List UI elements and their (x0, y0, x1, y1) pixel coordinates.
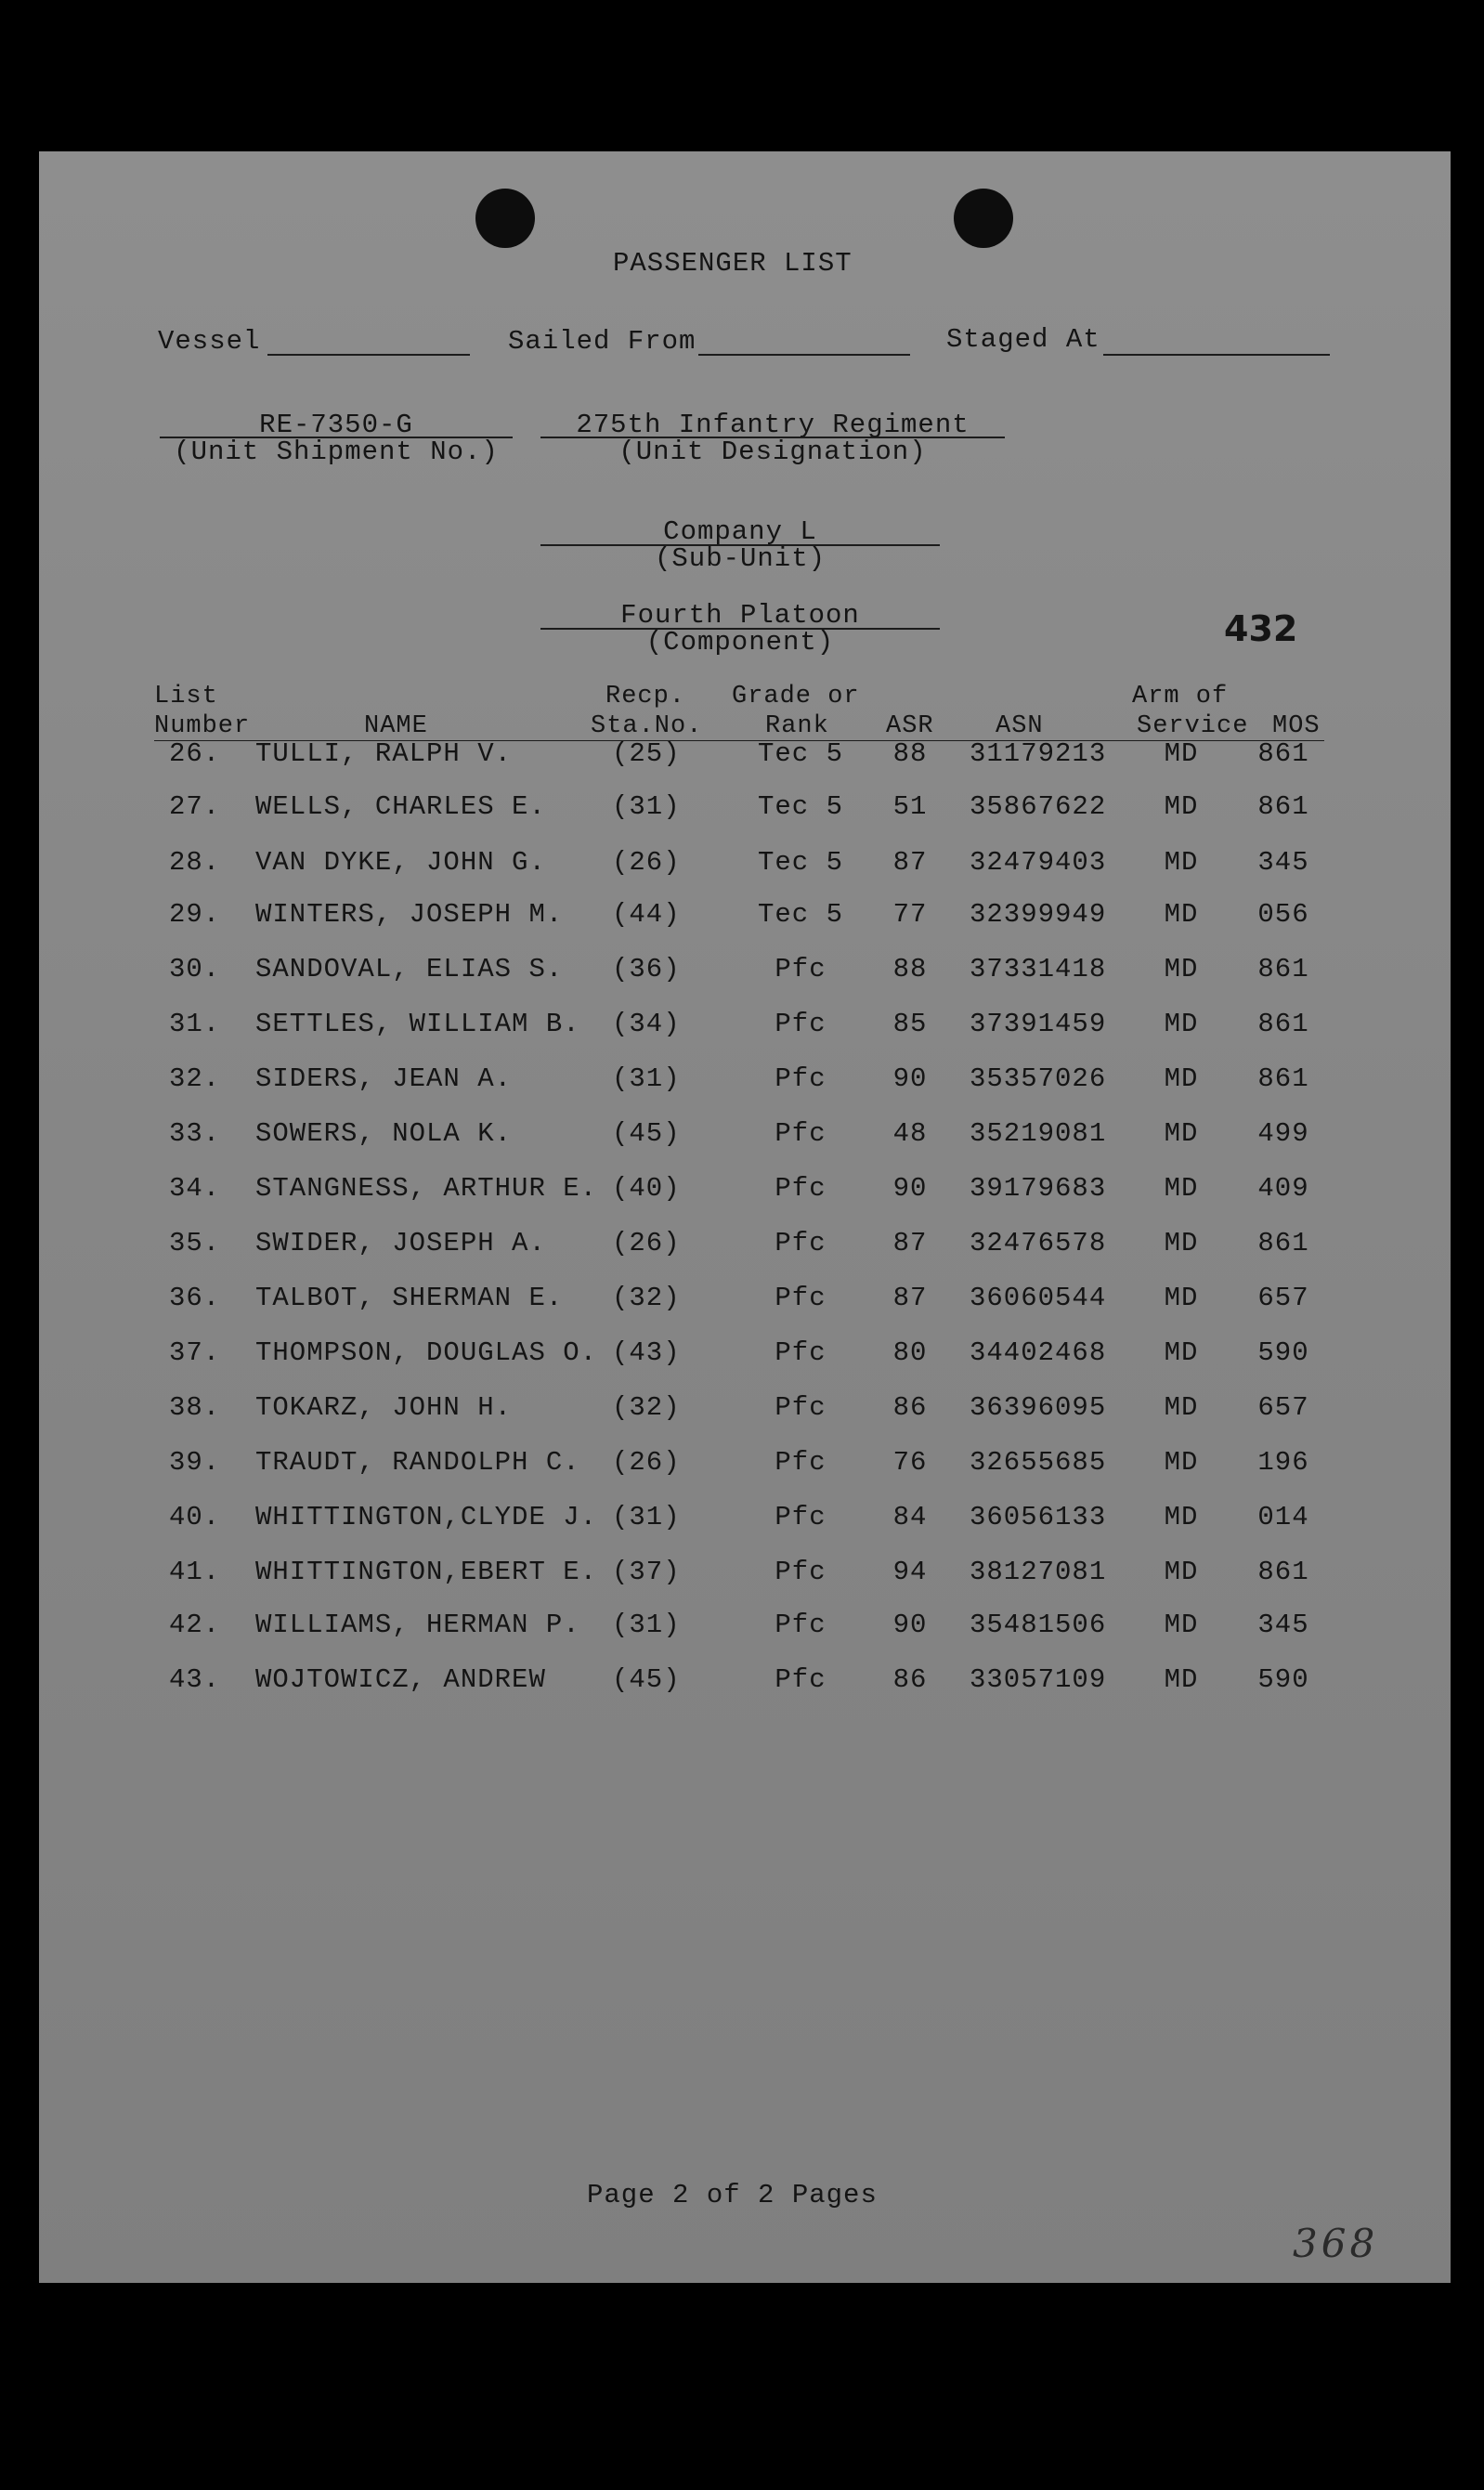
cell-name: WHITTINGTON,CLYDE J. (255, 1502, 598, 1532)
cell-sta: (32) (612, 1392, 681, 1423)
table-row (39, 1664, 1451, 1701)
staged-at-blank-line (1103, 354, 1330, 356)
cell-asr: 76 (892, 1447, 928, 1478)
cell-arm: MD (1164, 1664, 1199, 1695)
cell-asr: 87 (892, 1283, 928, 1313)
cell-name: SANDOVAL, ELIAS S. (255, 954, 564, 984)
staged-at-label: Staged At (946, 324, 1100, 355)
cell-asn: 32479403 (970, 847, 1107, 878)
cell-asn: 35481506 (970, 1610, 1107, 1640)
cell-arm: MD (1164, 1502, 1199, 1532)
sub-unit: Company L (663, 516, 817, 547)
cell-asr: 86 (892, 1664, 928, 1695)
page-footer: Page 2 of 2 Pages (587, 2180, 878, 2210)
col-asr: ASR (886, 712, 934, 740)
cell-name: WILLIAMS, HERMAN P. (255, 1610, 580, 1640)
cell-arm: MD (1164, 1173, 1199, 1204)
col-name: NAME (364, 712, 428, 740)
col-list-bottom: Number (154, 712, 251, 740)
table-row (39, 738, 1451, 776)
cell-mos: 014 (1257, 1502, 1309, 1532)
cell-num: 41. (169, 1557, 221, 1587)
cell-mos: 657 (1257, 1283, 1309, 1313)
cell-arm: MD (1164, 1447, 1199, 1478)
cell-arm: MD (1164, 1228, 1199, 1258)
table-row (39, 1447, 1451, 1484)
cell-name: VAN DYKE, JOHN G. (255, 847, 546, 878)
cell-asn: 35219081 (970, 1118, 1107, 1149)
cell-arm: MD (1164, 1392, 1199, 1423)
cell-name: THOMPSON, DOUGLAS O. (255, 1337, 598, 1368)
cell-mos: 861 (1257, 1557, 1309, 1587)
table-row (39, 1502, 1451, 1539)
cell-arm: MD (1164, 1283, 1199, 1313)
cell-arm: MD (1164, 1063, 1199, 1094)
sailed-from-label: Sailed From (508, 326, 696, 357)
table-row (39, 1173, 1451, 1210)
table-row (39, 847, 1451, 884)
cell-rank: Tec 5 (757, 899, 843, 930)
cell-sta: (32) (612, 1283, 681, 1313)
col-grade-top: Grade or (732, 683, 860, 710)
cell-sta: (31) (612, 1063, 681, 1094)
cell-rank: Pfc (775, 954, 827, 984)
cell-asn: 35867622 (970, 791, 1107, 822)
cell-sta: (31) (612, 791, 681, 822)
cell-asn: 37331418 (970, 954, 1107, 984)
cell-arm: MD (1164, 847, 1199, 878)
cell-rank: Pfc (775, 1557, 827, 1587)
cell-arm: MD (1164, 1337, 1199, 1368)
cell-asr: 86 (892, 1392, 928, 1423)
cell-rank: Tec 5 (757, 847, 843, 878)
form-title: PASSENGER LIST (613, 248, 853, 279)
cell-asr: 90 (892, 1063, 928, 1094)
col-list-top: List (154, 683, 218, 710)
cell-sta: (45) (612, 1664, 681, 1695)
cell-num: 28. (169, 847, 221, 878)
cell-arm: MD (1164, 791, 1199, 822)
cell-mos: 861 (1257, 1063, 1309, 1094)
cell-mos: 409 (1257, 1173, 1309, 1204)
vessel-blank-line (267, 354, 470, 356)
cell-num: 34. (169, 1173, 221, 1204)
cell-asr: 88 (892, 954, 928, 984)
cell-mos: 056 (1257, 899, 1309, 930)
cell-num: 27. (169, 791, 221, 822)
sailed-from-blank-line (698, 354, 910, 356)
unit-designation-caption: (Unit Designation) (618, 437, 927, 467)
cell-name: TOKARZ, JOHN H. (255, 1392, 513, 1423)
cell-rank: Pfc (775, 1118, 827, 1149)
cell-rank: Pfc (775, 1283, 827, 1313)
cell-num: 30. (169, 954, 221, 984)
cell-sta: (44) (612, 899, 681, 930)
cell-arm: MD (1164, 1009, 1199, 1039)
cell-asn: 38127081 (970, 1557, 1107, 1587)
cell-rank: Pfc (775, 1009, 827, 1039)
cell-rank: Pfc (775, 1447, 827, 1478)
cell-asn: 35357026 (970, 1063, 1107, 1094)
cell-mos: 196 (1257, 1447, 1309, 1478)
table-row (39, 1283, 1451, 1320)
cell-mos: 861 (1257, 791, 1309, 822)
cell-sta: (45) (612, 1118, 681, 1149)
cell-asn: 36060544 (970, 1283, 1107, 1313)
cell-mos: 861 (1257, 954, 1309, 984)
cell-asr: 80 (892, 1337, 928, 1368)
cell-asr: 90 (892, 1173, 928, 1204)
cell-mos: 861 (1257, 738, 1309, 769)
cell-arm: MD (1164, 899, 1199, 930)
cell-num: 31. (169, 1009, 221, 1039)
cell-sta: (37) (612, 1557, 681, 1587)
stamp-number: 432 (1224, 608, 1298, 649)
table-row (39, 1063, 1451, 1101)
cell-sta: (40) (612, 1173, 681, 1204)
cell-name: SOWERS, NOLA K. (255, 1118, 513, 1149)
cell-asr: 51 (892, 791, 928, 822)
cell-sta: (43) (612, 1337, 681, 1368)
cell-asr: 87 (892, 847, 928, 878)
cell-mos: 345 (1257, 1610, 1309, 1640)
table-row (39, 791, 1451, 828)
cell-asn: 32655685 (970, 1447, 1107, 1478)
cell-rank: Pfc (775, 1063, 827, 1094)
cell-mos: 861 (1257, 1228, 1309, 1258)
cell-rank: Pfc (775, 1664, 827, 1695)
table-row (39, 1009, 1451, 1046)
punch-hole-right (954, 189, 1013, 248)
cell-rank: Pfc (775, 1502, 827, 1532)
cell-name: WOJTOWICZ, ANDREW (255, 1664, 546, 1695)
vessel-label: Vessel (158, 326, 261, 357)
cell-asr: 94 (892, 1557, 928, 1587)
col-recp-bottom: Sta.No. (591, 712, 703, 740)
cell-arm: MD (1164, 1610, 1199, 1640)
cell-sta: (26) (612, 1228, 681, 1258)
cell-mos: 590 (1257, 1664, 1309, 1695)
cell-asn: 36056133 (970, 1502, 1107, 1532)
cell-rank: Pfc (775, 1173, 827, 1204)
cell-asn: 32399949 (970, 899, 1107, 930)
cell-sta: (26) (612, 847, 681, 878)
cell-arm: MD (1164, 1557, 1199, 1587)
cell-sta: (34) (612, 1009, 681, 1039)
component-caption: (Component) (645, 627, 835, 658)
cell-rank: Tec 5 (757, 738, 843, 769)
unit-shipment-caption: (Unit Shipment No.) (174, 437, 499, 467)
cell-asn: 36396095 (970, 1392, 1107, 1423)
document-page (39, 151, 1451, 2283)
cell-rank: Pfc (775, 1610, 827, 1640)
col-arm-bottom: Service (1137, 712, 1249, 740)
handwritten-number: 368 (1293, 2221, 1379, 2266)
cell-arm: MD (1164, 738, 1199, 769)
cell-asn: 32476578 (970, 1228, 1107, 1258)
cell-rank: Pfc (775, 1337, 827, 1368)
cell-name: WELLS, CHARLES E. (255, 791, 546, 822)
cell-asr: 88 (892, 738, 928, 769)
table-row (39, 1557, 1451, 1594)
cell-rank: Pfc (775, 1392, 827, 1423)
unit-shipment-no: RE-7350-G (259, 410, 413, 440)
cell-sta: (31) (612, 1502, 681, 1532)
cell-asr: 85 (892, 1009, 928, 1039)
col-arm-top: Arm of (1132, 683, 1229, 710)
cell-name: TULLI, RALPH V. (255, 738, 513, 769)
cell-sta: (31) (612, 1610, 681, 1640)
cell-asn: 37391459 (970, 1009, 1107, 1039)
table-row (39, 1228, 1451, 1265)
cell-sta: (25) (612, 738, 681, 769)
table-row (39, 954, 1451, 991)
cell-num: 29. (169, 899, 221, 930)
cell-name: STANGNESS, ARTHUR E. (255, 1173, 598, 1204)
cell-asr: 48 (892, 1118, 928, 1149)
cell-asr: 77 (892, 899, 928, 930)
cell-num: 40. (169, 1502, 221, 1532)
cell-asn: 31179213 (970, 738, 1107, 769)
cell-mos: 590 (1257, 1337, 1309, 1368)
cell-name: TRAUDT, RANDOLPH C. (255, 1447, 580, 1478)
cell-num: 37. (169, 1337, 221, 1368)
table-row (39, 899, 1451, 936)
cell-rank: Tec 5 (757, 791, 843, 822)
cell-sta: (26) (612, 1447, 681, 1478)
cell-num: 39. (169, 1447, 221, 1478)
table-row (39, 1118, 1451, 1155)
cell-rank: Pfc (775, 1228, 827, 1258)
cell-num: 36. (169, 1283, 221, 1313)
cell-asn: 39179683 (970, 1173, 1107, 1204)
cell-asn: 34402468 (970, 1337, 1107, 1368)
sub-unit-caption: (Sub-Unit) (654, 543, 827, 574)
cell-name: SWIDER, JOSEPH A. (255, 1228, 546, 1258)
cell-name: SETTLES, WILLIAM B. (255, 1009, 580, 1039)
table-row (39, 1610, 1451, 1647)
cell-num: 35. (169, 1228, 221, 1258)
cell-asr: 87 (892, 1228, 928, 1258)
cell-mos: 499 (1257, 1118, 1309, 1149)
cell-asr: 84 (892, 1502, 928, 1532)
table-row (39, 1337, 1451, 1375)
cell-name: WHITTINGTON,EBERT E. (255, 1557, 598, 1587)
cell-num: 33. (169, 1118, 221, 1149)
col-asn: ASN (996, 712, 1044, 740)
col-grade-bottom: Rank (765, 712, 829, 740)
cell-name: SIDERS, JEAN A. (255, 1063, 513, 1094)
cell-mos: 657 (1257, 1392, 1309, 1423)
cell-arm: MD (1164, 1118, 1199, 1149)
cell-num: 43. (169, 1664, 221, 1695)
component: Fourth Platoon (620, 600, 860, 631)
cell-mos: 861 (1257, 1009, 1309, 1039)
cell-asr: 90 (892, 1610, 928, 1640)
cell-name: TALBOT, SHERMAN E. (255, 1283, 564, 1313)
cell-mos: 345 (1257, 847, 1309, 878)
cell-num: 32. (169, 1063, 221, 1094)
cell-arm: MD (1164, 954, 1199, 984)
punch-hole-left (475, 189, 535, 248)
col-recp-top: Recp. (605, 683, 686, 710)
unit-designation: 275th Infantry Regiment (576, 410, 970, 440)
table-row (39, 1392, 1451, 1429)
cell-num: 42. (169, 1610, 221, 1640)
cell-asn: 33057109 (970, 1664, 1107, 1695)
cell-name: WINTERS, JOSEPH M. (255, 899, 564, 930)
col-mos: MOS (1272, 712, 1321, 740)
cell-num: 26. (169, 738, 221, 769)
cell-num: 38. (169, 1392, 221, 1423)
cell-sta: (36) (612, 954, 681, 984)
